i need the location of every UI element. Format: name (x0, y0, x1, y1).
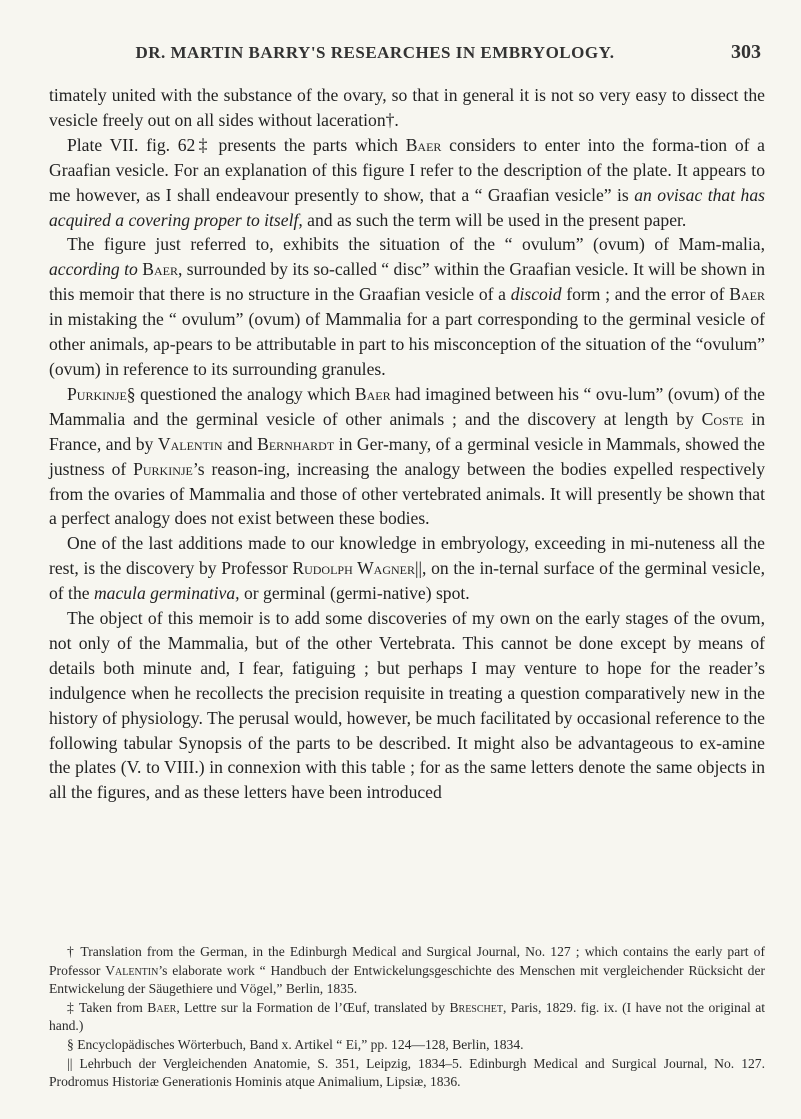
paragraph-4: Purkinje§ questioned the analogy which Baer had imagined between his “ ovu-lum” (ovum) of the Mammalia and the germinal vesicle of other animals ; and the discovery at length by Coste in France, and by Valentin and Bernhardt in Ger-many, of a germinal vesicle in Mammals, showed the justness of Purkinje’s reason-ing, increasing the analogy between the bodies expelled respectively from the ovaries of Mammalia and those of other vertebrated animals. It will presently be shown that a perfect analogy does not exist between these bodies. (49, 383, 765, 529)
footnotes (49, 943, 765, 1092)
paragraph-1: timately united with the substance of the ovary, so that in general it is not so very easy to dissect the vesicle freely out on all sides without laceration†. (49, 85, 765, 130)
footnote-parallel: || Lehrbuch der Vergleichenden Anatomie, S. 351, Leipzig, 1834–5. Edinburgh Medical and Surgical Journal, No. 127. Prodromus Historiæ Generationis Hominis atque Animalium, Lipsiæ, 1836. (49, 1055, 765, 1090)
footnote-dagger: † Translation from the German, in the Edinburgh Medical and Surgical Journal, No. 127 ; which contains the early part of Professor Valentin’s elaborate work “ Handbuch der Entwickelungsgeschichte des Menschen mit vergleichender Rücksicht der Entwickelung der Säugethiere und Vögel,” Berlin, 1835. (49, 944, 766, 997)
footnote-section: § Encyclopädisches Wörterbuch, Band x. Artikel “ Ei,” pp. 124—128, Berlin, 1834. (67, 1036, 524, 1052)
paragraph-2: Plate VII. fig. 62‡ presents the parts which Baer considers to enter into the forma-tion of a Graafian vesicle. For an explanation of this figure I refer to the description of the plate. It appears to me however, as I shall endeavour presently to show, that a “ Graafian vesicle” is an ovisac that has acquired a covering proper to itself, and as such the term will be used in the present paper. (49, 134, 765, 230)
paragraph-3: The figure just referred to, exhibits the situation of the “ ovulum” (ovum) of Mam-malia, according to Baer, surrounded by its so-called “ disc” within the Graafian vesicle. It will be shown in this memoir that there is no structure in the Graafian vesicle of a discoid form ; and the error of Baer in mistaking the “ ovulum” (ovum) of Mammalia for a part corresponding to the germinal vesicle of other animals, ap-pears to be attributable in part to his misconception of the situation of the “ovulum” (ovum) in reference to its surrounding granules. (49, 234, 765, 379)
page-number: 303 (731, 41, 761, 63)
running-header (49, 43, 761, 67)
paragraph-6: The object of this memoir is to add some discoveries of my own on the early stages of the ovum, not only of the Mammalia, but of the other Vertebrata. This cannot be done except by means of details both minute and, I fear, fatiguing ; but perhaps I may venture to hope for the reader’s indulgence when he recollects the precision requisite in treating a question comparatively new in the history of physiology. The perusal would, however, be much facilitated by occasional reference to the following tabular Synopsis of the parts to be described. It might also be advantageous to ex-amine the plates (V. to VIII.) in connexion with this table ; for as the same letters denote the same objects in all the figures, and as these letters have been introduced (49, 608, 765, 803)
footnote-double-dagger: ‡ Taken from Baer, Lettre sur la Formation de l’Œuf, translated by Breschet, Paris, 1829. fig. ix. (I have not the original at hand.) (49, 999, 766, 1034)
paragraph-5: One of the last additions made to our knowledge in embryology, exceeding in mi-nuteness all the rest, is the discovery by Professor Rudolph Wagner||, on the in-ternal surface of the germinal vesicle, of the macula germinativa, or germinal (germi-native) spot. (49, 533, 766, 604)
body-text (49, 83, 765, 805)
running-title: DR. MARTIN BARRY'S RESEARCHES IN EMBRYOLOGY. (135, 43, 615, 62)
